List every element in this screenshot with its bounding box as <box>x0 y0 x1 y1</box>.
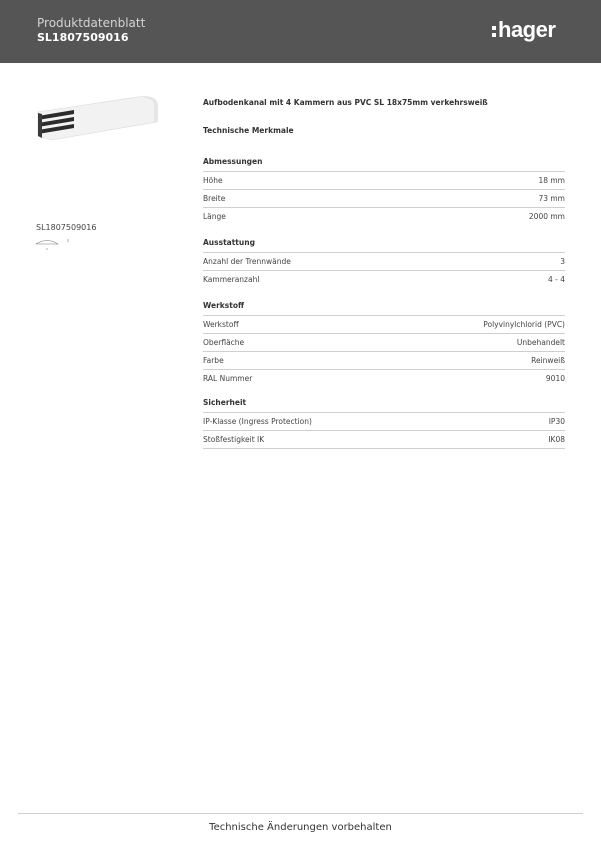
section-sicherheit <box>203 398 565 449</box>
features-heading: Technische Merkmale <box>203 126 294 135</box>
table-row <box>203 316 565 334</box>
row-label: Farbe <box>203 356 224 365</box>
row-label: Breite <box>203 194 226 203</box>
row-value: 3 <box>560 257 565 266</box>
row-label: Kammeranzahl <box>203 275 260 284</box>
header-bar <box>0 0 601 63</box>
section-title: Sicherheit <box>203 398 565 413</box>
footer-note: Technische Änderungen vorbehalten <box>209 822 392 833</box>
row-value: Polyvinylchlorid (PVC) <box>483 320 565 329</box>
row-value: 73 mm <box>538 194 565 203</box>
table-row <box>203 190 565 208</box>
row-label: RAL Nummer <box>203 374 253 383</box>
row-value: 18 mm <box>538 176 565 185</box>
dimension-drawing-icon <box>34 235 74 253</box>
product-code: SL1807509016 <box>37 31 129 44</box>
table-row <box>203 352 565 370</box>
table-row <box>203 413 565 431</box>
row-label: Anzahl der Trennwände <box>203 257 291 266</box>
table-row <box>203 431 565 449</box>
section-werkstoff <box>203 301 565 387</box>
table-row <box>203 334 565 352</box>
row-value: Reinweiß <box>531 356 565 365</box>
row-value: 2000 mm <box>528 212 565 221</box>
product-title: Aufbodenkanal mit 4 Kammern aus PVC SL 18x75mm verkehrsweiß <box>203 98 488 107</box>
section-abmessungen <box>203 157 565 225</box>
hager-logo <box>492 16 555 44</box>
table-row <box>203 271 565 288</box>
table-row <box>203 370 565 387</box>
sidebar-sku: SL1807509016 <box>36 223 97 232</box>
table-row <box>203 208 565 225</box>
section-ausstattung <box>203 238 565 288</box>
row-value: IK08 <box>548 435 565 444</box>
logo-dots-icon <box>492 22 497 40</box>
table-row <box>203 253 565 271</box>
row-value: 9010 <box>545 374 565 383</box>
row-label: Höhe <box>203 176 223 185</box>
row-value: 4 - 4 <box>547 275 565 284</box>
row-label: Stoßfestigkeit IK <box>203 435 265 444</box>
row-label: Länge <box>203 212 226 221</box>
document-type: Produktdatenblatt <box>37 16 146 30</box>
logo-text: hager <box>498 17 556 42</box>
row-value: IP30 <box>548 417 565 426</box>
row-label: Werkstoff <box>203 320 239 329</box>
section-title: Abmessungen <box>203 157 565 172</box>
section-title: Werkstoff <box>203 301 565 316</box>
row-label: IP-Klasse (Ingress Protection) <box>203 417 312 426</box>
footer-divider <box>18 813 583 814</box>
row-value: Unbehandelt <box>516 338 565 347</box>
row-label: Oberfläche <box>203 338 245 347</box>
section-title: Ausstattung <box>203 238 565 253</box>
table-row <box>203 172 565 190</box>
product-image <box>34 92 160 142</box>
